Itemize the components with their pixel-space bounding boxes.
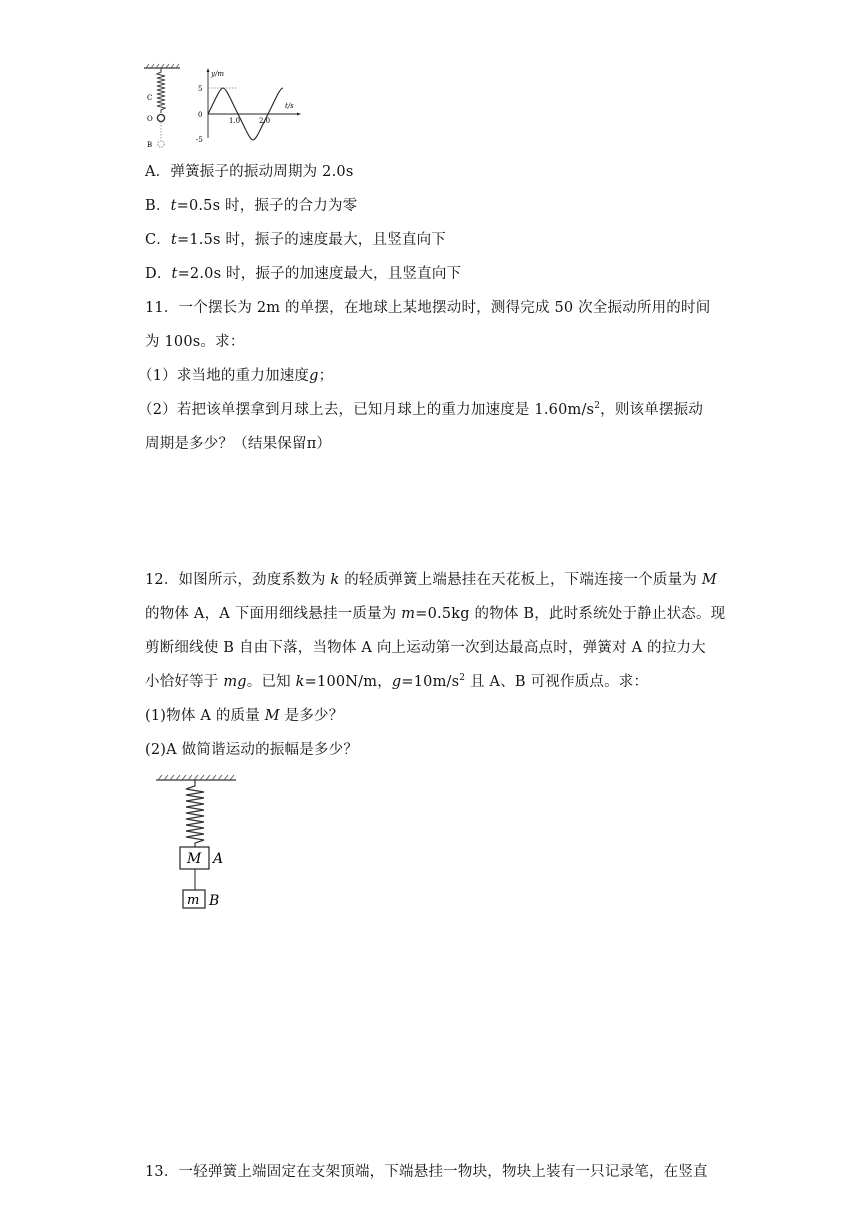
q12-line4 [145, 672, 648, 692]
q12-l4-a: 小恰好等于 [145, 674, 219, 690]
q11-line1: 11．一个摆长为 2m 的单摆，在地球上某地摆动时，测得完成 50 次全振动所用的时间 [145, 300, 711, 316]
option-b-letter: B． [145, 198, 171, 214]
y-tick-5: 5 [198, 85, 203, 93]
oscillator-figure [140, 62, 310, 154]
option-c-letter: C． [145, 232, 171, 248]
object-a-label: A [213, 851, 224, 867]
q11-sub2-sup: 2 [594, 401, 601, 412]
q12-l1-a: 12．如图所示，劲度系数为 [145, 572, 326, 588]
q13-line1: 13．一轻弹簧上端固定在支架顶端，下端悬挂一物块，物块上装有一只记录笔，在竖直 [145, 1164, 708, 1180]
spring-blocks-figure [150, 770, 250, 915]
q12-line3: 剪断细线使 B 自由下落，当物体 A 向上运动第一次到达最高点时，弹簧对 A 的拉力大 [145, 640, 706, 656]
q12-l4-k: k [295, 674, 305, 690]
q12-sub1-M: M [264, 708, 280, 724]
q12-l4-e: 且 A、B 可视作质点。求： [470, 674, 649, 690]
q12-l1-M: M [701, 572, 717, 588]
option-c-var: t [171, 232, 178, 248]
q12-l1-k: k [330, 572, 340, 588]
label-b: B [147, 141, 153, 149]
q12-sub2: (2)A 做简谐运动的振幅是多少？ [145, 742, 359, 758]
q12-line1 [145, 570, 717, 590]
q12-sub1 [145, 706, 343, 726]
option-d [145, 264, 461, 284]
q11-sub2-text-b: ，则该单摆振动 [600, 402, 704, 418]
block-upper-label: M [187, 851, 202, 867]
q12-sub1-b: 是多少？ [284, 708, 344, 724]
q11-line2: 为 100s。求： [145, 334, 245, 350]
q12-l2-a: 的物体 A，A 下面用细线悬挂一质量为 [145, 606, 397, 622]
q11-sub1 [138, 366, 333, 386]
q12-sub1-a: (1)物体 A 的质量 [145, 708, 260, 724]
x-tick-2: 2.0 [259, 117, 271, 125]
oscillator-ball [157, 114, 164, 121]
spring-coil [157, 68, 165, 113]
option-b-text: =0.5s 时，振子的合力为零 [176, 198, 358, 214]
q11-sub1-var: g [309, 368, 319, 384]
q12-l2-m: m [401, 606, 416, 622]
q12-l4-d: =10m/s [401, 674, 460, 690]
object-b-label: B [209, 893, 220, 909]
q11-sub1-prefix: （1）求当地的重力加速度 [138, 368, 310, 384]
q12-l1-b: 的轻质弹簧上端悬挂在天花板上，下端连接一个质量为 [344, 572, 697, 588]
q12-l4-c: =100N/m， [304, 674, 392, 690]
option-c [145, 230, 446, 250]
yt-graph [196, 68, 301, 144]
x-tick-1: 1.0 [229, 117, 241, 125]
option-a-text: 弹簧振子的振动周期为 2.0s [170, 164, 354, 180]
option-d-letter: D． [145, 266, 172, 282]
x-axis-label: t/s [285, 102, 294, 110]
q12-l2-b: =0.5kg 的物体 B，此时系统处于静止状态。现 [415, 606, 726, 622]
y-tick-0: 0 [198, 111, 203, 119]
q11-sub2 [138, 400, 703, 420]
q11-sub1-suffix: ； [318, 368, 334, 384]
q12-l4-sup: 2 [459, 673, 466, 684]
q11-sub2-line2: 周期是多少？（结果保留π） [145, 436, 332, 452]
q12-line2 [145, 604, 725, 624]
y-axis-label: y/m [211, 70, 224, 78]
option-c-text: =1.5s 时，振子的速度最大，且竖直向下 [177, 232, 446, 248]
option-d-var: t [171, 266, 178, 282]
option-b [145, 196, 357, 216]
q12-l4-b: 。已知 [246, 674, 291, 690]
option-b-var: t [170, 198, 177, 214]
block-lower-label: m [187, 893, 200, 908]
option-a-letter: A． [145, 164, 171, 180]
option-d-text: =2.0s 时，振子的加速度最大，且竖直向下 [177, 266, 462, 282]
y-tick-neg5: -5 [196, 136, 203, 144]
q11-sub2-text-a: （2）若把该单摆拿到月球上去，已知月球上的重力加速度是 1.60m/s [138, 402, 595, 418]
q12-l4-mg: mg [223, 674, 247, 690]
label-c: C [147, 94, 153, 102]
q12-l4-g: g [391, 674, 402, 690]
option-a [145, 162, 353, 182]
ghost-ball [158, 141, 164, 147]
spring-coil [186, 780, 204, 847]
label-o: O [147, 115, 153, 123]
